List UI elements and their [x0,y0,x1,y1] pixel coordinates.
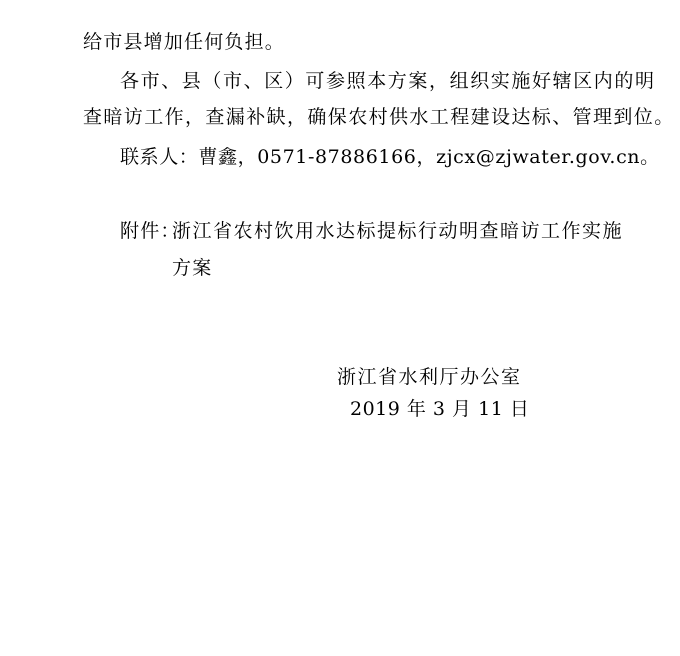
attachment-title-line2: 方案 [172,257,213,279]
body-paragraph-line: 各市、县（市、区）可参照本方案，组织实施好辖区内的明 [120,70,656,92]
signature-organization: 浙江省水利厅办公室 [337,366,522,388]
body-paragraph-line: 查暗访工作，查漏补缺，确保农村供水工程建设达标、管理到位。 [83,106,675,128]
attachment-title-line1: 浙江省农村饮用水达标提标行动明查暗访工作实施 [172,220,624,242]
attachment-label: 附件： [120,220,181,242]
signature-date: 2019 年 3 月 11 日 [350,398,530,420]
contact-info: 联系人：曹鑫，0571-87886166，zjcx@zjwater.gov.cn。 [120,146,660,168]
body-text-line: 给市县增加任何负担。 [83,31,286,53]
